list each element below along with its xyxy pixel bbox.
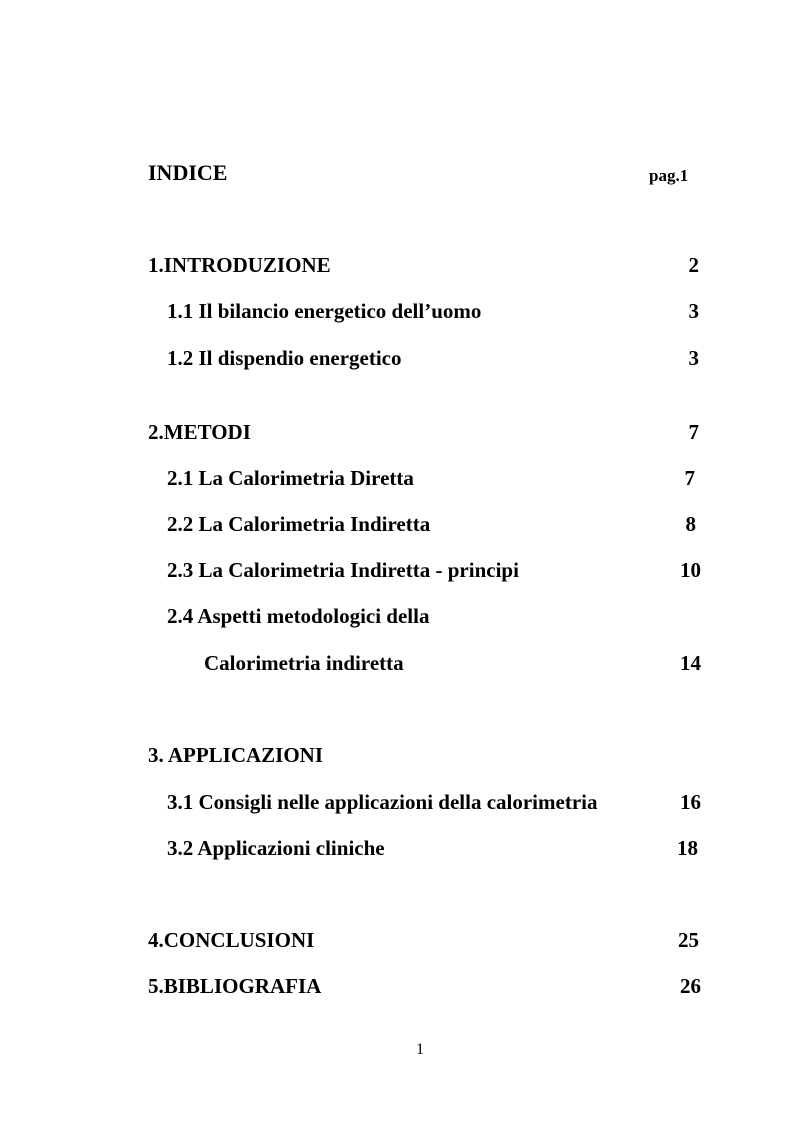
toc-entry-label: 4.CONCLUSIONI [148, 928, 315, 952]
toc-entry-page: 14 [680, 651, 701, 675]
toc-entry-label: 1.2 Il dispendio energetico [167, 346, 402, 370]
toc-entry-page: 10 [680, 558, 701, 582]
toc-entry-label: 2.2 La Calorimetria Indiretta [167, 512, 431, 536]
toc-entry-label: Calorimetria indiretta [204, 651, 404, 675]
toc-entry-label: 2.METODI [148, 420, 251, 444]
toc-entry-page: 16 [680, 790, 701, 814]
toc-entry-page: 3 [688, 346, 699, 370]
toc-entry-label: 2.1 La Calorimetria Diretta [167, 466, 414, 490]
toc-entry-label: 2.4 Aspetti metodologici della [167, 604, 430, 628]
toc-entry-label: 3.2 Applicazioni cliniche [167, 836, 385, 860]
page-number-footer: 1 [416, 1041, 424, 1058]
toc-entry-label: 3. APPLICAZIONI [148, 743, 324, 767]
toc-heading: INDICE [148, 160, 228, 185]
toc-entry-label: 2.3 La Calorimetria Indiretta - principi [167, 558, 519, 582]
toc-entry-label: 3.1 Consigli nelle applicazioni della calorimetria [167, 790, 598, 814]
toc-entry-label: 1.INTRODUZIONE [148, 253, 331, 277]
toc-entry-page: 7 [684, 466, 695, 490]
toc-entry-label: 1.1 Il bilancio energetico dell’uomo [167, 299, 482, 323]
toc-entry-page: 7 [688, 420, 699, 444]
toc-entry-page: 25 [678, 928, 699, 952]
toc-heading-page-label: pag.1 [649, 166, 689, 185]
toc-entry-page: 2 [688, 253, 699, 277]
toc-entry-page: 18 [677, 836, 698, 860]
toc-entry-page: 26 [680, 974, 701, 998]
toc-entry-label: 5.BIBLIOGRAFIA [148, 974, 322, 998]
toc-entry-page: 3 [688, 299, 699, 323]
toc-entry-page: 8 [685, 512, 696, 536]
